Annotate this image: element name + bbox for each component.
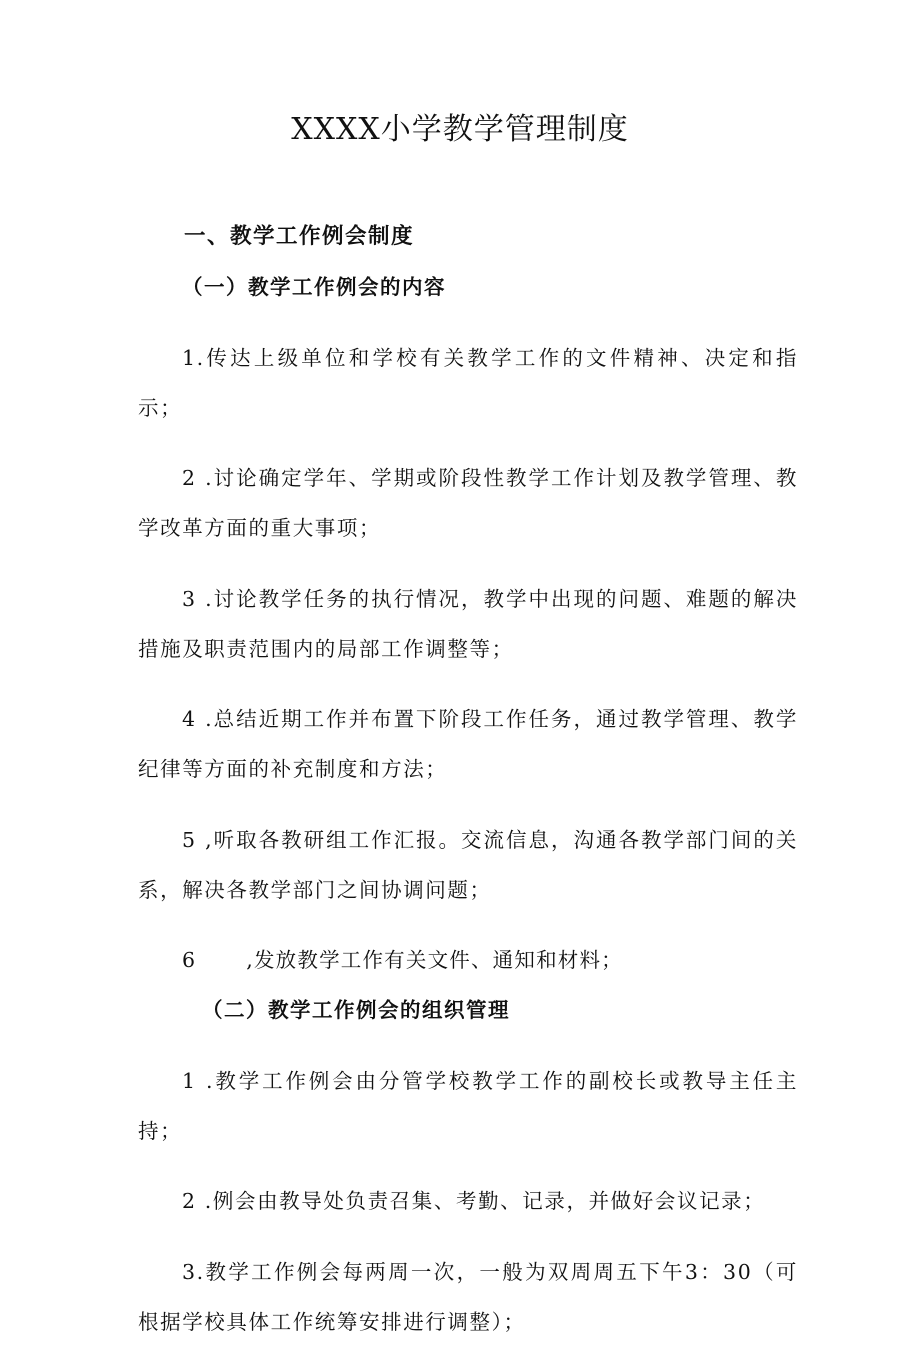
content-item: 3.教学工作例会每两周一次，一般为双周周五下午3：30（可根据学校具体工作统筹安排进行调整）；	[138, 1259, 798, 1334]
content-item: 2 .例会由教导处负责召集、考勤、记录，并做好会议记录；	[182, 1189, 766, 1213]
content-item: 3 .讨论教学任务的执行情况，教学中出现的问题、难题的解决措施及职责范围内的局部工作调整等；	[138, 586, 798, 661]
item-number: 6	[182, 948, 197, 972]
content-item: 1 .教学工作例会由分管学校教学工作的副校长或教导主任主持；	[138, 1068, 798, 1143]
content-item: 4 .总结近期工作并布置下阶段工作任务，通过教学管理、教学纪律等方面的补充制度和方法；	[138, 707, 798, 781]
content-item	[138, 935, 798, 985]
content-item: 5 ,听取各教研组工作汇报。交流信息，沟通各教学部门间的关系，解决各教学部门之间协调问题；	[138, 827, 798, 902]
content-item: 1.传达上级单位和学校有关教学工作的文件精神、决定和指示；	[138, 345, 798, 420]
document-body	[138, 212, 798, 1367]
content-item: 2 .讨论确定学年、学期或阶段性教学工作计划及教学管理、教学改革方面的重大事项；	[138, 466, 798, 540]
item-text: ,发放教学工作有关文件、通知和材料；	[246, 948, 623, 972]
section-heading-1: 一、教学工作例会制度	[184, 224, 415, 249]
subsection-heading-2: （二）教学工作例会的组织管理	[202, 998, 510, 1022]
document-title: XXXX小学教学管理制度	[291, 112, 629, 147]
subsection-heading-1: （一）教学工作例会的内容	[182, 275, 446, 299]
